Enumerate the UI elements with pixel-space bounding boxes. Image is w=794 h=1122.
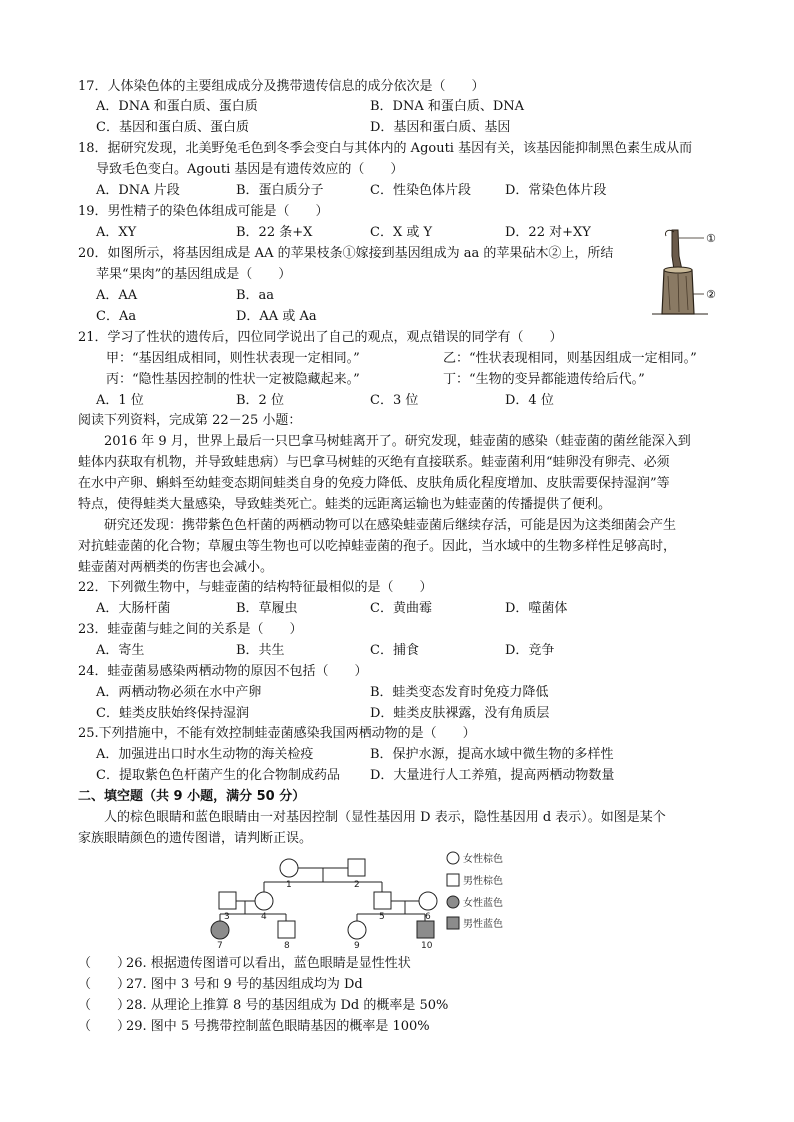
q26-text: 26. 根据遗传图谱可以看出，蓝色眼睛是显性性状: [126, 956, 411, 971]
q18-option-a: A．DNA 片段: [96, 183, 180, 198]
q28-text: 28. 从理论上推算 8 号的基因组成为 Dd 的概率是 50%: [126, 998, 449, 1013]
pedigree-number-8: 8: [284, 941, 290, 950]
pedigree-number-1: 1: [286, 880, 292, 890]
pedigree-member-10: [417, 921, 434, 938]
pedigree-member-3: [219, 892, 236, 909]
legend-female-brown: 女性棕色: [463, 854, 503, 865]
q17-option-d: D．基因和蛋白质、基因: [370, 120, 511, 135]
reading-p2-line3: 蛙壶菌对两栖类的伤害也会减小。: [78, 560, 274, 575]
q17-option-c: C．基因和蛋白质、蛋白质: [96, 120, 249, 135]
section2-title: 二、填空题（共 9 小题，满分 50 分）: [78, 789, 306, 804]
section2-intro-line2: 家族眼睛颜色的遗传图谱，请判断正误。: [78, 831, 313, 846]
graft-illustration: [648, 226, 728, 322]
q20-option-a: A．AA: [96, 288, 138, 303]
q22-option-b: B．草履虫: [236, 601, 298, 616]
q22-option-a: A．大肠杆菌: [96, 601, 171, 616]
pedigree-chart: [200, 848, 530, 950]
reading-p1-line2: 蛙体内获取有机物，并导致蛙患病）与巴拿马树蛙的灭绝有直接联系。蛙壶菌利用“蛙卵没有卵壳、必须: [78, 455, 670, 470]
pedigree-number-6: 6: [425, 912, 431, 922]
legend-male-brown: 男性棕色: [463, 876, 503, 887]
legend-female-brown-icon: [447, 852, 459, 864]
q25-option-b: B．保护水源，提高水域中微生物的多样性: [370, 747, 614, 762]
q25-stem: 25.下列措施中，不能有效控制蛙壶菌感染我国两栖动物的是（ ）: [78, 726, 476, 741]
legend-male-blue: 男性蓝色: [463, 919, 503, 930]
q23-option-a: A．寄生: [96, 643, 145, 658]
reading-p1-line3: 在水中产卵、蝌蚪至幼蛙变态期间蛙类自身的免疫力降低、皮肤角质化程度增加、皮肤需要保持湿润”等: [78, 476, 670, 491]
q25-option-c: C．提取紫色色杆菌产生的化合物制成药品: [96, 768, 340, 783]
q24-option-a: A．两栖动物必须在水中产卵: [96, 685, 262, 700]
q24-option-c: C．蛙类皮肤始终保持湿润: [96, 706, 249, 721]
q21-option-a: A．1 位: [96, 393, 144, 408]
q18-option-c: C．性染色体片段: [370, 183, 471, 198]
q19-option-b: B．22 条+X: [236, 225, 313, 240]
pedigree-member-8: [278, 921, 295, 938]
pedigree-member-6: [419, 892, 437, 910]
q19-option-d: D．22 对+XY: [505, 225, 591, 240]
q22-stem: 22．下列微生物中，与蛙壶菌的结构特征最相似的是（ ）: [78, 580, 433, 595]
legend-female-blue-icon: [447, 896, 459, 908]
q19-option-c: C．X 或 Y: [370, 225, 433, 240]
q20-option-c: C．Aa: [96, 309, 137, 324]
graft-label-stock: ②: [706, 288, 716, 301]
legend-male-brown-icon: [447, 874, 459, 886]
legend-male-blue-icon: [447, 917, 459, 929]
q20-stem-line1: 20．如图所示，将基因组成是 AA 的苹果枝条①嫁接到基因组成为 aa 的苹果砧木②上，所结: [78, 246, 614, 261]
q18-stem-line2: 导致毛色变白。Agouti 基因是有遗传效应的（ ）: [96, 162, 404, 177]
q24-option-d: D．蛙类皮肤裸露，没有角质层: [370, 706, 550, 721]
pedigree-member-1: [280, 859, 298, 877]
reading-p2-line1: 研究还发现：携带紫色色杆菌的两栖动物可以在感染蛙壶菌后继续存活，可能是因为这类细菌会产生: [104, 518, 677, 533]
q21-option-d: D．4 位: [505, 393, 554, 408]
pedigree-number-10: 10: [421, 941, 433, 950]
q21-option-b: B．2 位: [236, 393, 284, 408]
pedigree-number-4: 4: [261, 912, 267, 922]
reading-p1-line4: 特点，使得蛙类大量感染，导致蛙类死亡。蛙类的远距离运输也为蛙壶菌的传播提供了便利。: [78, 497, 612, 512]
q24-option-b: B．蛙类变态发育时免疫力降低: [370, 685, 549, 700]
q18-option-d: D．常染色体片段: [505, 183, 607, 198]
q19-option-a: A．XY: [96, 225, 137, 240]
q18-stem-line1: 18．据研究发现，北美野兔毛色到冬季会变白与其体内的 Agouti 基因有关，该基因能抑制黑色素生成从而: [78, 141, 693, 156]
q21-jia: 甲：“基因组成相同，则性状表现一定相同。”: [106, 351, 360, 366]
q17-option-a: A．DNA 和蛋白质、蛋白质: [96, 99, 258, 114]
pedigree-number-5: 5: [379, 912, 385, 922]
pedigree-member-2: [348, 859, 365, 876]
reading-p1-line1: 2016 年 9 月，世界上最后一只巴拿马树蛙离开了。研究发现，蛙壶菌的感染（蛙壶菌的菌丝能深入到: [104, 434, 691, 449]
pedigree-number-2: 2: [354, 880, 360, 890]
pedigree-member-9: [348, 921, 366, 939]
q29-paren[interactable]: （ ）: [78, 1019, 131, 1034]
pedigree-member-7: [211, 921, 229, 939]
q23-option-c: C．捕食: [370, 643, 419, 658]
q25-option-d: D．大量进行人工养殖，提高两栖动物数量: [370, 768, 615, 783]
q22-option-c: C．黄曲霉: [370, 601, 432, 616]
reading-p2-line2: 对抗蛙壶菌的化合物；草履虫等生物也可以吃掉蛙壶菌的孢子。因此，当水域中的生物多样性足够高时，: [78, 539, 677, 554]
pedigree-number-7: 7: [217, 941, 223, 950]
q23-option-b: B．共生: [236, 643, 285, 658]
q21-bing: 丙：“隐性基因控制的性状一定被隐藏起来。”: [106, 372, 360, 387]
q20-option-d: D．AA 或 Aa: [236, 309, 317, 324]
q23-option-d: D．竞争: [505, 643, 555, 658]
q28-paren[interactable]: （ ）: [78, 998, 131, 1013]
q21-option-c: C．3 位: [370, 393, 419, 408]
q26-paren[interactable]: （ ）: [78, 956, 131, 971]
q21-yi: 乙：“性状表现相同，则基因组成一定相同。”: [443, 351, 697, 366]
pedigree-member-4: [255, 892, 273, 910]
pedigree-legend: [447, 852, 503, 930]
q27-paren[interactable]: （ ）: [78, 977, 131, 992]
section2-intro-line1: 人的棕色眼睛和蓝色眼睛由一对基因控制（显性基因用 D 表示，隐性基因用 d 表示）。如图是某个: [104, 810, 666, 825]
q24-stem: 24．蛙壶菌易感染两栖动物的原因不包括（ ）: [78, 664, 368, 679]
pedigree-number-3: 3: [224, 912, 230, 922]
q22-option-d: D．噬菌体: [505, 601, 568, 616]
q27-text: 27. 图中 3 号和 9 号的基因组成均为 Dd: [126, 977, 363, 992]
reading-intro: 阅读下列资料，完成第 22－25 小题：: [78, 413, 302, 428]
q25-option-a: A．加强进出口时水生动物的海关检疫: [96, 747, 314, 762]
q20-stem-line2: 苹果“果肉”的基因组成是（ ）: [96, 267, 292, 282]
q17-option-b: B．DNA 和蛋白质、DNA: [370, 99, 525, 114]
pedigree-number-9: 9: [354, 941, 360, 950]
q21-ding: 丁：“生物的变异都能遗传给后代。”: [443, 372, 645, 387]
q23-stem: 23．蛙壶菌与蛙之间的关系是（ ）: [78, 622, 303, 637]
q18-option-b: B．蛋白质分子: [236, 183, 324, 198]
graft-label-scion: ①: [706, 232, 716, 245]
q20-option-b: B．aa: [236, 288, 275, 303]
q17-stem: 17．人体染色体的主要组成成分及携带遗传信息的成分依次是（ ）: [78, 79, 485, 94]
legend-female-blue: 女性蓝色: [463, 898, 503, 909]
q29-text: 29. 图中 5 号携带控制蓝色眼睛基因的概率是 100%: [126, 1019, 430, 1034]
q21-stem: 21．学习了性状的遗传后，四位同学说出了自己的观点，观点错误的同学有（ ）: [78, 330, 563, 345]
q19-stem: 19．男性精子的染色体组成可能是（ ）: [78, 204, 329, 219]
pedigree-member-5: [374, 892, 391, 909]
